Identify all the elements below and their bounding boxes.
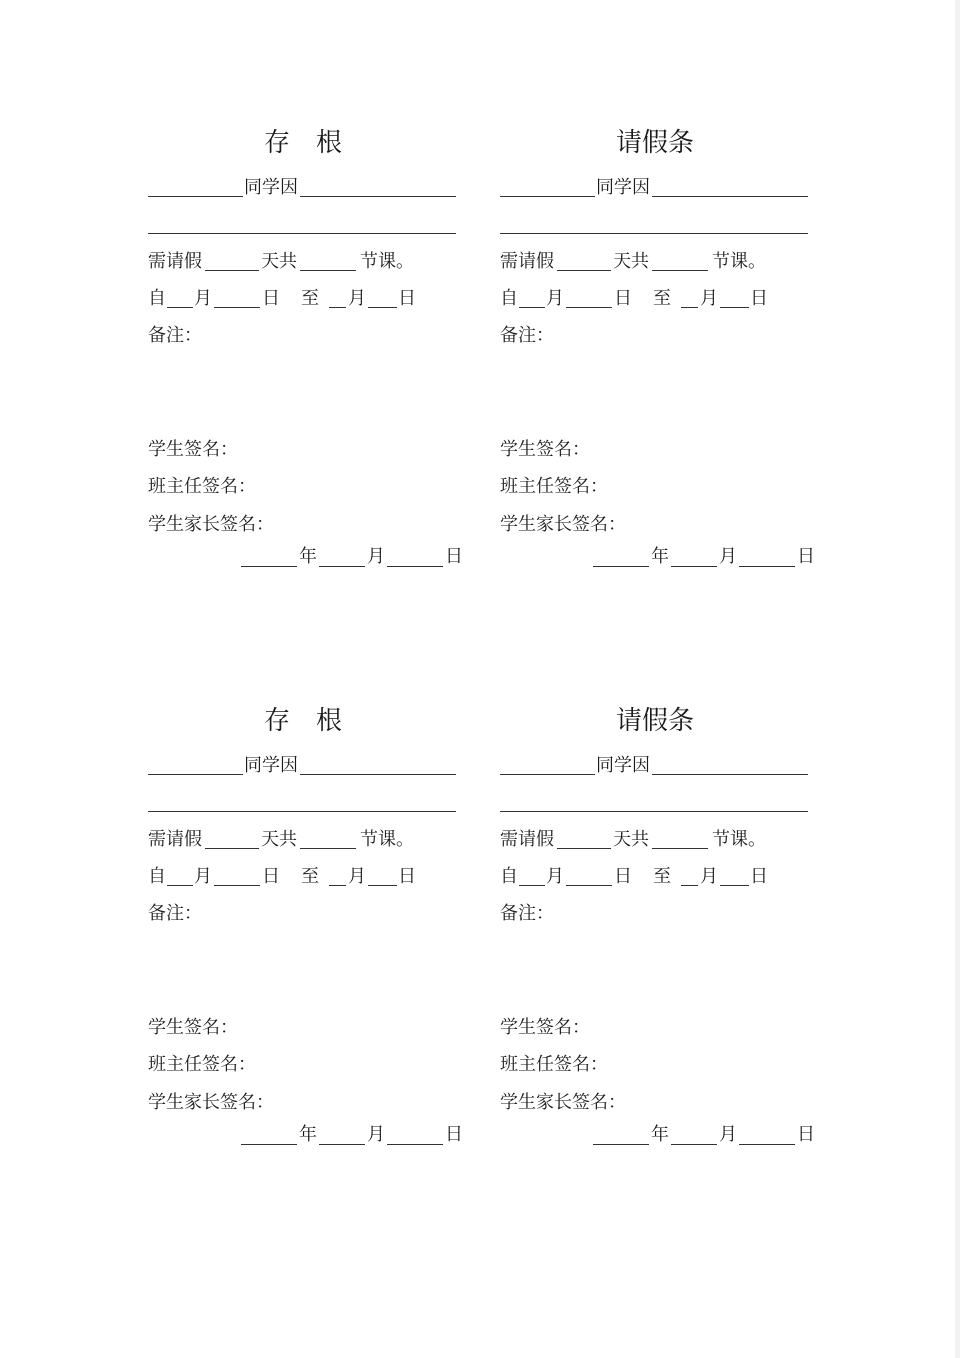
parent-signature-label: 学生家长签名： <box>500 1092 626 1113</box>
to-day-blank[interactable] <box>720 307 749 308</box>
need-leave-label: 需请假 <box>500 251 554 272</box>
days-blank[interactable] <box>205 270 259 271</box>
teacher-signature-label: 班主任签名： <box>500 476 608 497</box>
date-day-label: 日 <box>797 546 815 567</box>
reason-blank-2[interactable] <box>500 233 808 234</box>
remark-label: 备注： <box>148 325 202 346</box>
from-month-label: 月 <box>194 866 212 887</box>
page-edge <box>955 0 960 1358</box>
to-month-blank[interactable] <box>329 885 346 886</box>
date-day-label: 日 <box>445 1124 463 1145</box>
date-month-blank[interactable] <box>319 566 365 567</box>
from-month-label: 月 <box>546 288 564 309</box>
to-month-label: 月 <box>348 866 366 887</box>
parent-signature-label: 学生家长签名： <box>148 1092 274 1113</box>
from-day-label: 日 <box>262 866 280 887</box>
stub-slip-bottom <box>148 704 478 1164</box>
days-blank[interactable] <box>205 848 259 849</box>
reason-blank-2[interactable] <box>500 811 808 812</box>
from-day-label: 日 <box>262 288 280 309</box>
slip-title: 存 根 <box>263 706 342 736</box>
need-leave-label: 需请假 <box>148 251 202 272</box>
lessons-unit-label: 节课。 <box>712 251 766 272</box>
date-month-label: 月 <box>719 1124 737 1145</box>
remark-label: 备注： <box>500 325 554 346</box>
from-day-label: 日 <box>614 866 632 887</box>
lessons-blank[interactable] <box>300 848 356 849</box>
leave-slip-bottom <box>500 704 830 1164</box>
to-month-blank[interactable] <box>681 307 698 308</box>
reason-blank[interactable] <box>652 774 808 775</box>
need-leave-label: 需请假 <box>500 829 554 850</box>
teacher-signature-label: 班主任签名： <box>500 1054 608 1075</box>
parent-signature-label: 学生家长签名： <box>500 514 626 535</box>
reason-blank-2[interactable] <box>148 233 456 234</box>
cause-label: 同学因 <box>596 177 650 198</box>
year-blank[interactable] <box>241 566 297 567</box>
lessons-blank[interactable] <box>652 848 708 849</box>
slip-title: 存 根 <box>263 128 342 158</box>
to-month-label: 月 <box>700 866 718 887</box>
days-blank[interactable] <box>557 270 611 271</box>
to-day-label: 日 <box>398 866 416 887</box>
from-month-blank[interactable] <box>519 885 545 886</box>
to-day-label: 日 <box>398 288 416 309</box>
slip-title: 请假条 <box>615 706 694 736</box>
date-month-blank[interactable] <box>671 1144 717 1145</box>
from-label: 自 <box>148 288 166 309</box>
from-month-label: 月 <box>546 866 564 887</box>
from-day-blank[interactable] <box>566 307 612 308</box>
to-month-blank[interactable] <box>681 885 698 886</box>
from-day-blank[interactable] <box>214 307 260 308</box>
parent-signature-label: 学生家长签名： <box>148 514 274 535</box>
remark-label: 备注： <box>148 903 202 924</box>
from-day-label: 日 <box>614 288 632 309</box>
date-day-blank[interactable] <box>739 566 795 567</box>
reason-blank[interactable] <box>300 774 456 775</box>
date-day-blank[interactable] <box>739 1144 795 1145</box>
from-month-blank[interactable] <box>519 307 545 308</box>
to-label: 至 <box>301 866 319 887</box>
lessons-unit-label: 节课。 <box>360 251 414 272</box>
stub-slip-top <box>148 126 478 586</box>
date-day-label: 日 <box>445 546 463 567</box>
date-day-blank[interactable] <box>387 566 443 567</box>
to-day-label: 日 <box>750 866 768 887</box>
to-day-blank[interactable] <box>368 885 397 886</box>
student-signature-label: 学生签名： <box>148 439 238 460</box>
to-day-blank[interactable] <box>720 885 749 886</box>
to-label: 至 <box>301 288 319 309</box>
student-signature-label: 学生签名： <box>148 1017 238 1038</box>
remark-label: 备注： <box>500 903 554 924</box>
to-label: 至 <box>653 288 671 309</box>
student-name-blank[interactable] <box>500 774 595 775</box>
to-day-label: 日 <box>750 288 768 309</box>
reason-blank[interactable] <box>300 196 456 197</box>
to-day-blank[interactable] <box>368 307 397 308</box>
cause-label: 同学因 <box>596 755 650 776</box>
cause-label: 同学因 <box>244 755 298 776</box>
year-blank[interactable] <box>593 1144 649 1145</box>
date-month-blank[interactable] <box>671 566 717 567</box>
student-name-blank[interactable] <box>148 196 243 197</box>
cause-label: 同学因 <box>244 177 298 198</box>
days-unit-label: 天共 <box>613 829 649 850</box>
student-name-blank[interactable] <box>500 196 595 197</box>
year-label: 年 <box>299 546 317 567</box>
lessons-unit-label: 节课。 <box>712 829 766 850</box>
to-label: 至 <box>653 866 671 887</box>
date-month-label: 月 <box>367 1124 385 1145</box>
days-blank[interactable] <box>557 848 611 849</box>
year-label: 年 <box>651 1124 669 1145</box>
days-unit-label: 天共 <box>613 251 649 272</box>
from-label: 自 <box>500 288 518 309</box>
date-month-blank[interactable] <box>319 1144 365 1145</box>
from-month-label: 月 <box>194 288 212 309</box>
to-month-blank[interactable] <box>329 307 346 308</box>
year-blank[interactable] <box>593 566 649 567</box>
student-signature-label: 学生签名： <box>500 1017 590 1038</box>
date-month-label: 月 <box>719 546 737 567</box>
to-month-label: 月 <box>700 288 718 309</box>
date-day-label: 日 <box>797 1124 815 1145</box>
slip-title: 请假条 <box>615 128 694 158</box>
from-label: 自 <box>500 866 518 887</box>
year-label: 年 <box>299 1124 317 1145</box>
from-day-blank[interactable] <box>214 885 260 886</box>
from-label: 自 <box>148 866 166 887</box>
to-month-label: 月 <box>348 288 366 309</box>
lessons-blank[interactable] <box>652 270 708 271</box>
from-day-blank[interactable] <box>566 885 612 886</box>
teacher-signature-label: 班主任签名： <box>148 476 256 497</box>
date-day-blank[interactable] <box>387 1144 443 1145</box>
lessons-unit-label: 节课。 <box>360 829 414 850</box>
leave-slip-top <box>500 126 830 586</box>
year-blank[interactable] <box>241 1144 297 1145</box>
student-name-blank[interactable] <box>148 774 243 775</box>
from-month-blank[interactable] <box>167 885 193 886</box>
need-leave-label: 需请假 <box>148 829 202 850</box>
days-unit-label: 天共 <box>261 251 297 272</box>
teacher-signature-label: 班主任签名： <box>148 1054 256 1075</box>
reason-blank-2[interactable] <box>148 811 456 812</box>
lessons-blank[interactable] <box>300 270 356 271</box>
date-month-label: 月 <box>367 546 385 567</box>
from-month-blank[interactable] <box>167 307 193 308</box>
student-signature-label: 学生签名： <box>500 439 590 460</box>
year-label: 年 <box>651 546 669 567</box>
reason-blank[interactable] <box>652 196 808 197</box>
days-unit-label: 天共 <box>261 829 297 850</box>
